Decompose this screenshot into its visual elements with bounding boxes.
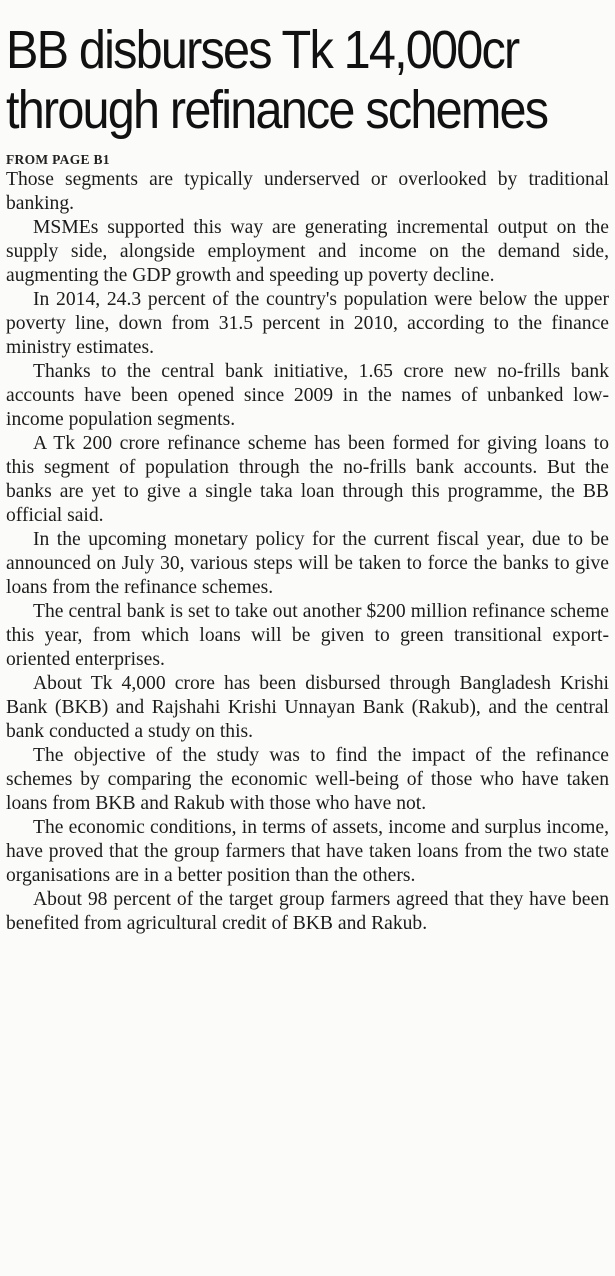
paragraph: In the upcoming monetary policy for the current fiscal year, due to be announced on July 30, various steps will be taken to force the banks to give loans from the refinance schemes. <box>6 529 609 598</box>
continuation-label: FROM PAGE B1 <box>6 152 110 167</box>
headline-line-1: BB disburses Tk 14,000cr <box>6 20 519 80</box>
paragraph: About 98 percent of the target group farmers agreed that they have been benefited from agricultural credit of BKB and Rakub. <box>6 889 609 934</box>
paragraph: Those segments are typically underserved or overlooked by traditional banking. <box>6 169 609 214</box>
paragraph: In 2014, 24.3 percent of the country's population were below the upper poverty line, down from 31.5 percent in 2010, according to the finance ministry estimates. <box>6 289 609 358</box>
paragraph: A Tk 200 crore refinance scheme has been formed for giving loans to this segment of population through the no-frills bank accounts. But the banks are yet to give a single taka loan through this programme, the BB official said. <box>6 433 609 526</box>
paragraph: The economic conditions, in terms of assets, income and surplus income, have proved that the group farmers that have taken loans from the two state organisations are in a better position than the others. <box>6 817 609 886</box>
paragraph: About Tk 4,000 crore has been disbursed through Bangladesh Krishi Bank (BKB) and Rajshahi Krishi Unnayan Bank (Rakub), and the central bank conducted a study on this. <box>6 673 609 742</box>
headline <box>6 20 609 140</box>
article-body <box>6 168 609 936</box>
paragraph: The central bank is set to take out another $200 million refinance scheme this year, from which loans will be given to green transitional export-oriented enterprises. <box>6 601 609 670</box>
paragraph: The objective of the study was to find the impact of the refinance schemes by comparing the economic well-being of those who have taken loans from BKB and Rakub with those who have not. <box>6 745 609 814</box>
headline-line-2: through refinance schemes <box>6 80 548 140</box>
paragraph: Thanks to the central bank initiative, 1.65 crore new no-frills bank accounts have been opened since 2009 in the names of unbanked low-income population segments. <box>6 361 609 430</box>
paragraph: MSMEs supported this way are generating incremental output on the supply side, alongside employment and income on the demand side, augmenting the GDP growth and speeding up poverty decline. <box>6 217 609 286</box>
